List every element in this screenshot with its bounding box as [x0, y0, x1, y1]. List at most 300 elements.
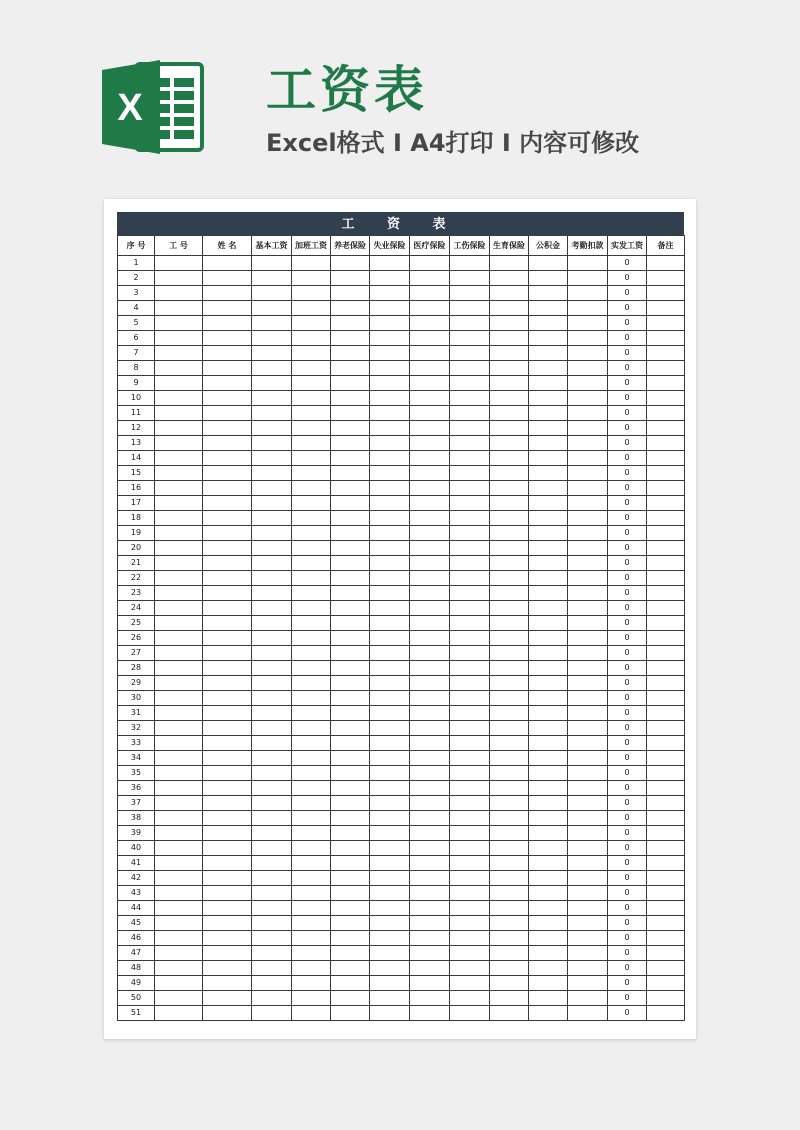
- table-cell[interactable]: [450, 346, 490, 361]
- table-cell[interactable]: [203, 796, 252, 811]
- table-cell[interactable]: [292, 301, 331, 316]
- table-cell[interactable]: [450, 391, 490, 406]
- table-cell[interactable]: [568, 391, 608, 406]
- table-cell[interactable]: [252, 631, 292, 646]
- net-pay-cell[interactable]: 0: [608, 826, 647, 841]
- table-cell[interactable]: [490, 856, 529, 871]
- table-cell[interactable]: [647, 346, 685, 361]
- table-cell[interactable]: [529, 1006, 568, 1021]
- table-cell[interactable]: [155, 751, 203, 766]
- table-cell[interactable]: [410, 421, 450, 436]
- table-cell[interactable]: [370, 766, 410, 781]
- table-cell[interactable]: [155, 601, 203, 616]
- table-cell[interactable]: [490, 991, 529, 1006]
- table-cell[interactable]: [370, 856, 410, 871]
- table-cell[interactable]: [370, 421, 410, 436]
- table-cell[interactable]: [203, 901, 252, 916]
- table-cell[interactable]: [568, 361, 608, 376]
- table-cell[interactable]: [647, 661, 685, 676]
- table-cell[interactable]: [490, 976, 529, 991]
- table-cell[interactable]: [568, 721, 608, 736]
- table-cell[interactable]: [568, 631, 608, 646]
- table-cell[interactable]: [331, 421, 370, 436]
- table-cell[interactable]: [252, 301, 292, 316]
- table-cell[interactable]: [410, 466, 450, 481]
- table-cell[interactable]: [252, 1006, 292, 1021]
- table-cell[interactable]: [410, 571, 450, 586]
- table-cell[interactable]: [331, 871, 370, 886]
- table-cell[interactable]: [647, 541, 685, 556]
- table-cell[interactable]: [647, 946, 685, 961]
- table-cell[interactable]: [203, 871, 252, 886]
- table-cell[interactable]: [490, 406, 529, 421]
- table-cell[interactable]: [252, 406, 292, 421]
- table-cell[interactable]: [370, 991, 410, 1006]
- table-cell[interactable]: [252, 916, 292, 931]
- table-cell[interactable]: [370, 646, 410, 661]
- table-cell[interactable]: [331, 571, 370, 586]
- table-cell[interactable]: [450, 826, 490, 841]
- table-cell[interactable]: [490, 481, 529, 496]
- table-cell[interactable]: [155, 406, 203, 421]
- row-number-cell[interactable]: 46: [118, 931, 155, 946]
- table-cell[interactable]: [529, 391, 568, 406]
- table-cell[interactable]: [370, 271, 410, 286]
- table-cell[interactable]: [529, 316, 568, 331]
- table-cell[interactable]: [450, 886, 490, 901]
- table-cell[interactable]: [450, 526, 490, 541]
- table-cell[interactable]: [292, 931, 331, 946]
- table-cell[interactable]: [450, 871, 490, 886]
- table-cell[interactable]: [490, 871, 529, 886]
- table-cell[interactable]: [252, 391, 292, 406]
- table-cell[interactable]: [450, 631, 490, 646]
- table-cell[interactable]: [529, 931, 568, 946]
- table-cell[interactable]: [331, 331, 370, 346]
- table-cell[interactable]: [529, 856, 568, 871]
- table-cell[interactable]: [568, 1006, 608, 1021]
- table-cell[interactable]: [252, 811, 292, 826]
- table-cell[interactable]: [529, 541, 568, 556]
- table-cell[interactable]: [529, 586, 568, 601]
- table-cell[interactable]: [529, 526, 568, 541]
- net-pay-cell[interactable]: 0: [608, 421, 647, 436]
- table-cell[interactable]: [203, 271, 252, 286]
- table-cell[interactable]: [292, 421, 331, 436]
- table-cell[interactable]: [490, 556, 529, 571]
- table-cell[interactable]: [203, 781, 252, 796]
- table-cell[interactable]: [155, 511, 203, 526]
- table-cell[interactable]: [647, 856, 685, 871]
- table-cell[interactable]: [410, 256, 450, 271]
- row-number-cell[interactable]: 36: [118, 781, 155, 796]
- table-cell[interactable]: [490, 751, 529, 766]
- table-cell[interactable]: [155, 826, 203, 841]
- table-cell[interactable]: [203, 256, 252, 271]
- table-cell[interactable]: [490, 961, 529, 976]
- table-cell[interactable]: [647, 841, 685, 856]
- table-cell[interactable]: [370, 256, 410, 271]
- table-cell[interactable]: [292, 886, 331, 901]
- row-number-cell[interactable]: 30: [118, 691, 155, 706]
- table-cell[interactable]: [155, 856, 203, 871]
- table-cell[interactable]: [331, 796, 370, 811]
- table-cell[interactable]: [252, 796, 292, 811]
- table-cell[interactable]: [252, 436, 292, 451]
- table-cell[interactable]: [568, 406, 608, 421]
- table-cell[interactable]: [203, 706, 252, 721]
- table-cell[interactable]: [647, 961, 685, 976]
- table-cell[interactable]: [410, 301, 450, 316]
- table-cell[interactable]: [450, 931, 490, 946]
- net-pay-cell[interactable]: 0: [608, 406, 647, 421]
- net-pay-cell[interactable]: 0: [608, 496, 647, 511]
- table-cell[interactable]: [155, 781, 203, 796]
- table-cell[interactable]: [647, 796, 685, 811]
- table-cell[interactable]: [331, 646, 370, 661]
- table-cell[interactable]: [450, 496, 490, 511]
- table-cell[interactable]: [203, 811, 252, 826]
- table-cell[interactable]: [410, 436, 450, 451]
- table-cell[interactable]: [529, 271, 568, 286]
- table-cell[interactable]: [647, 721, 685, 736]
- table-cell[interactable]: [450, 736, 490, 751]
- table-cell[interactable]: [450, 691, 490, 706]
- table-cell[interactable]: [155, 721, 203, 736]
- table-cell[interactable]: [252, 871, 292, 886]
- table-cell[interactable]: [331, 886, 370, 901]
- net-pay-cell[interactable]: 0: [608, 301, 647, 316]
- row-number-cell[interactable]: 1: [118, 256, 155, 271]
- table-cell[interactable]: [450, 541, 490, 556]
- row-number-cell[interactable]: 50: [118, 991, 155, 1006]
- net-pay-cell[interactable]: 0: [608, 886, 647, 901]
- table-cell[interactable]: [410, 556, 450, 571]
- table-cell[interactable]: [252, 931, 292, 946]
- table-cell[interactable]: [647, 901, 685, 916]
- table-cell[interactable]: [490, 841, 529, 856]
- row-number-cell[interactable]: 43: [118, 886, 155, 901]
- table-cell[interactable]: [292, 646, 331, 661]
- table-cell[interactable]: [410, 406, 450, 421]
- table-cell[interactable]: [331, 946, 370, 961]
- table-cell[interactable]: [155, 496, 203, 511]
- table-cell[interactable]: [252, 556, 292, 571]
- net-pay-cell[interactable]: 0: [608, 781, 647, 796]
- row-number-cell[interactable]: 8: [118, 361, 155, 376]
- table-cell[interactable]: [292, 541, 331, 556]
- row-number-cell[interactable]: 3: [118, 286, 155, 301]
- table-cell[interactable]: [292, 556, 331, 571]
- table-cell[interactable]: [490, 676, 529, 691]
- table-cell[interactable]: [331, 541, 370, 556]
- table-cell[interactable]: [529, 661, 568, 676]
- table-cell[interactable]: [370, 901, 410, 916]
- net-pay-cell[interactable]: 0: [608, 706, 647, 721]
- table-cell[interactable]: [647, 976, 685, 991]
- net-pay-cell[interactable]: 0: [608, 571, 647, 586]
- table-cell[interactable]: [450, 286, 490, 301]
- table-cell[interactable]: [331, 586, 370, 601]
- net-pay-cell[interactable]: 0: [608, 601, 647, 616]
- table-cell[interactable]: [529, 766, 568, 781]
- table-cell[interactable]: [410, 826, 450, 841]
- row-number-cell[interactable]: 37: [118, 796, 155, 811]
- table-cell[interactable]: [410, 706, 450, 721]
- table-cell[interactable]: [331, 256, 370, 271]
- net-pay-cell[interactable]: 0: [608, 946, 647, 961]
- table-cell[interactable]: [252, 346, 292, 361]
- table-cell[interactable]: [410, 736, 450, 751]
- table-cell[interactable]: [292, 976, 331, 991]
- table-cell[interactable]: [252, 421, 292, 436]
- table-cell[interactable]: [155, 1006, 203, 1021]
- table-cell[interactable]: [490, 586, 529, 601]
- table-cell[interactable]: [529, 721, 568, 736]
- table-cell[interactable]: [529, 301, 568, 316]
- table-cell[interactable]: [292, 466, 331, 481]
- table-cell[interactable]: [490, 901, 529, 916]
- table-cell[interactable]: [410, 901, 450, 916]
- table-cell[interactable]: [292, 991, 331, 1006]
- table-cell[interactable]: [370, 601, 410, 616]
- table-cell[interactable]: [292, 1006, 331, 1021]
- row-number-cell[interactable]: 2: [118, 271, 155, 286]
- table-cell[interactable]: [155, 991, 203, 1006]
- table-cell[interactable]: [370, 676, 410, 691]
- table-cell[interactable]: [490, 571, 529, 586]
- table-cell[interactable]: [450, 361, 490, 376]
- table-cell[interactable]: [203, 361, 252, 376]
- row-number-cell[interactable]: 32: [118, 721, 155, 736]
- table-cell[interactable]: [450, 571, 490, 586]
- table-cell[interactable]: [568, 766, 608, 781]
- table-cell[interactable]: [647, 931, 685, 946]
- table-cell[interactable]: [203, 316, 252, 331]
- table-cell[interactable]: [529, 346, 568, 361]
- table-cell[interactable]: [410, 856, 450, 871]
- table-cell[interactable]: [252, 256, 292, 271]
- table-cell[interactable]: [203, 331, 252, 346]
- table-cell[interactable]: [410, 916, 450, 931]
- table-cell[interactable]: [203, 721, 252, 736]
- row-number-cell[interactable]: 12: [118, 421, 155, 436]
- net-pay-cell[interactable]: 0: [608, 676, 647, 691]
- table-cell[interactable]: [252, 586, 292, 601]
- table-cell[interactable]: [292, 856, 331, 871]
- row-number-cell[interactable]: 49: [118, 976, 155, 991]
- table-cell[interactable]: [370, 346, 410, 361]
- table-cell[interactable]: [370, 841, 410, 856]
- table-cell[interactable]: [568, 976, 608, 991]
- table-cell[interactable]: [331, 451, 370, 466]
- table-cell[interactable]: [568, 871, 608, 886]
- table-cell[interactable]: [568, 301, 608, 316]
- table-cell[interactable]: [155, 436, 203, 451]
- table-cell[interactable]: [410, 376, 450, 391]
- table-cell[interactable]: [410, 976, 450, 991]
- table-cell[interactable]: [292, 871, 331, 886]
- table-cell[interactable]: [529, 691, 568, 706]
- table-cell[interactable]: [490, 541, 529, 556]
- table-cell[interactable]: [647, 361, 685, 376]
- table-cell[interactable]: [647, 811, 685, 826]
- table-cell[interactable]: [450, 256, 490, 271]
- table-cell[interactable]: [410, 616, 450, 631]
- table-cell[interactable]: [529, 601, 568, 616]
- table-cell[interactable]: [450, 901, 490, 916]
- table-cell[interactable]: [331, 991, 370, 1006]
- table-cell[interactable]: [647, 256, 685, 271]
- table-cell[interactable]: [529, 886, 568, 901]
- table-cell[interactable]: [410, 271, 450, 286]
- table-cell[interactable]: [252, 361, 292, 376]
- table-cell[interactable]: [252, 286, 292, 301]
- table-cell[interactable]: [450, 271, 490, 286]
- table-cell[interactable]: [568, 526, 608, 541]
- table-cell[interactable]: [647, 301, 685, 316]
- table-cell[interactable]: [410, 586, 450, 601]
- net-pay-cell[interactable]: 0: [608, 331, 647, 346]
- table-cell[interactable]: [331, 346, 370, 361]
- table-cell[interactable]: [203, 541, 252, 556]
- table-cell[interactable]: [252, 511, 292, 526]
- table-cell[interactable]: [410, 661, 450, 676]
- table-cell[interactable]: [370, 436, 410, 451]
- table-cell[interactable]: [155, 811, 203, 826]
- table-cell[interactable]: [252, 496, 292, 511]
- table-cell[interactable]: [490, 706, 529, 721]
- table-cell[interactable]: [410, 481, 450, 496]
- net-pay-cell[interactable]: 0: [608, 1006, 647, 1021]
- table-cell[interactable]: [647, 706, 685, 721]
- table-cell[interactable]: [155, 691, 203, 706]
- table-cell[interactable]: [203, 601, 252, 616]
- table-cell[interactable]: [370, 481, 410, 496]
- table-cell[interactable]: [568, 376, 608, 391]
- net-pay-cell[interactable]: 0: [608, 916, 647, 931]
- table-cell[interactable]: [292, 616, 331, 631]
- table-cell[interactable]: [252, 541, 292, 556]
- table-cell[interactable]: [647, 286, 685, 301]
- table-cell[interactable]: [529, 706, 568, 721]
- table-cell[interactable]: [292, 751, 331, 766]
- table-cell[interactable]: [410, 991, 450, 1006]
- table-cell[interactable]: [252, 706, 292, 721]
- table-cell[interactable]: [450, 481, 490, 496]
- table-cell[interactable]: [529, 976, 568, 991]
- table-cell[interactable]: [370, 751, 410, 766]
- table-cell[interactable]: [370, 331, 410, 346]
- table-cell[interactable]: [647, 631, 685, 646]
- table-cell[interactable]: [331, 676, 370, 691]
- table-cell[interactable]: [410, 496, 450, 511]
- net-pay-cell[interactable]: 0: [608, 856, 647, 871]
- table-cell[interactable]: [292, 316, 331, 331]
- table-cell[interactable]: [155, 961, 203, 976]
- table-cell[interactable]: [568, 511, 608, 526]
- table-cell[interactable]: [331, 766, 370, 781]
- table-cell[interactable]: [155, 451, 203, 466]
- table-cell[interactable]: [647, 496, 685, 511]
- table-cell[interactable]: [450, 916, 490, 931]
- table-cell[interactable]: [568, 271, 608, 286]
- table-cell[interactable]: [410, 766, 450, 781]
- table-cell[interactable]: [529, 511, 568, 526]
- table-cell[interactable]: [370, 781, 410, 796]
- table-cell[interactable]: [203, 436, 252, 451]
- table-cell[interactable]: [331, 706, 370, 721]
- row-number-cell[interactable]: 5: [118, 316, 155, 331]
- row-number-cell[interactable]: 6: [118, 331, 155, 346]
- table-cell[interactable]: [490, 616, 529, 631]
- table-cell[interactable]: [203, 661, 252, 676]
- table-cell[interactable]: [370, 721, 410, 736]
- table-cell[interactable]: [292, 706, 331, 721]
- table-cell[interactable]: [370, 931, 410, 946]
- table-cell[interactable]: [370, 706, 410, 721]
- table-cell[interactable]: [331, 526, 370, 541]
- table-cell[interactable]: [490, 526, 529, 541]
- table-cell[interactable]: [155, 391, 203, 406]
- table-cell[interactable]: [450, 616, 490, 631]
- row-number-cell[interactable]: 22: [118, 571, 155, 586]
- table-cell[interactable]: [203, 766, 252, 781]
- table-cell[interactable]: [252, 766, 292, 781]
- table-cell[interactable]: [450, 451, 490, 466]
- table-cell[interactable]: [568, 481, 608, 496]
- row-number-cell[interactable]: 21: [118, 556, 155, 571]
- net-pay-cell[interactable]: 0: [608, 991, 647, 1006]
- table-cell[interactable]: [203, 556, 252, 571]
- table-cell[interactable]: [203, 931, 252, 946]
- table-cell[interactable]: [331, 511, 370, 526]
- table-cell[interactable]: [252, 481, 292, 496]
- net-pay-cell[interactable]: 0: [608, 256, 647, 271]
- table-cell[interactable]: [292, 331, 331, 346]
- table-cell[interactable]: [155, 661, 203, 676]
- table-cell[interactable]: [331, 271, 370, 286]
- row-number-cell[interactable]: 23: [118, 586, 155, 601]
- table-cell[interactable]: [292, 826, 331, 841]
- table-cell[interactable]: [647, 781, 685, 796]
- table-cell[interactable]: [410, 316, 450, 331]
- table-cell[interactable]: [529, 796, 568, 811]
- table-cell[interactable]: [529, 571, 568, 586]
- table-cell[interactable]: [490, 691, 529, 706]
- net-pay-cell[interactable]: 0: [608, 931, 647, 946]
- net-pay-cell[interactable]: 0: [608, 451, 647, 466]
- table-cell[interactable]: [292, 691, 331, 706]
- table-cell[interactable]: [410, 841, 450, 856]
- table-cell[interactable]: [568, 466, 608, 481]
- net-pay-cell[interactable]: 0: [608, 976, 647, 991]
- table-cell[interactable]: [647, 481, 685, 496]
- table-cell[interactable]: [647, 571, 685, 586]
- table-cell[interactable]: [568, 256, 608, 271]
- row-number-cell[interactable]: 17: [118, 496, 155, 511]
- table-cell[interactable]: [410, 1006, 450, 1021]
- table-cell[interactable]: [155, 901, 203, 916]
- table-cell[interactable]: [203, 751, 252, 766]
- table-cell[interactable]: [568, 331, 608, 346]
- table-cell[interactable]: [568, 826, 608, 841]
- table-cell[interactable]: [568, 586, 608, 601]
- table-cell[interactable]: [450, 646, 490, 661]
- table-cell[interactable]: [203, 286, 252, 301]
- table-cell[interactable]: [568, 691, 608, 706]
- table-cell[interactable]: [155, 556, 203, 571]
